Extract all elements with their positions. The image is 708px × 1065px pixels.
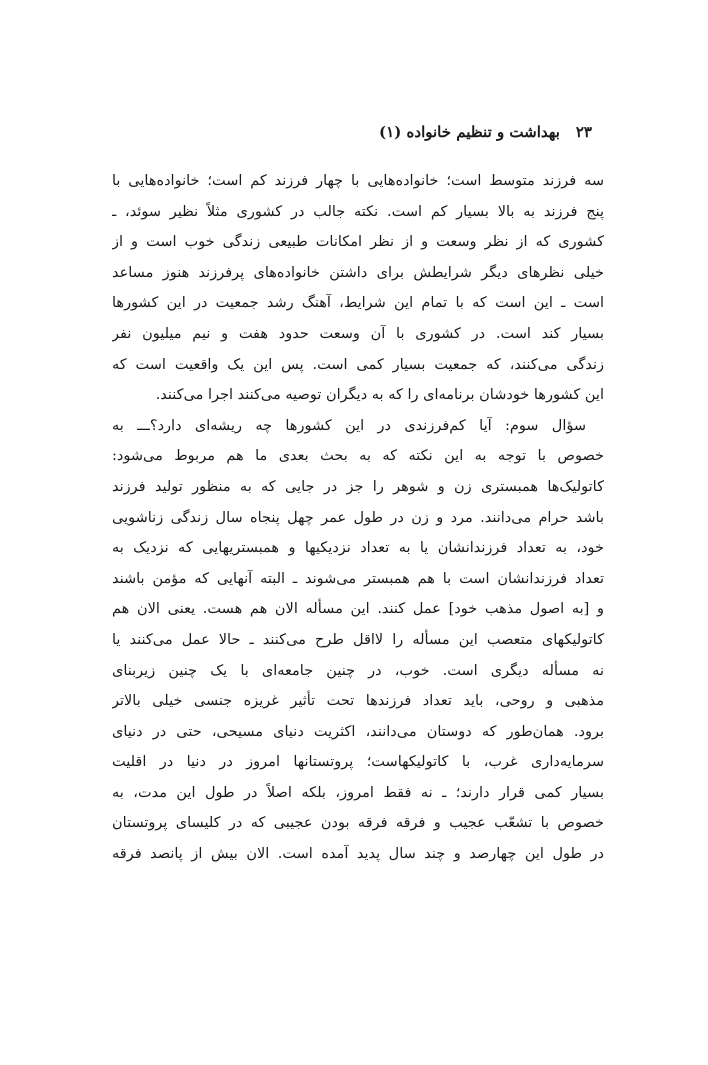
paragraph-1: [112, 166, 604, 411]
text-line: بسیار کند است. در کشوری با آن وسعت حدود هفت و نیم میلیون نفر: [112, 325, 604, 342]
text-line: سرمایه‌داری غرب، با کاتولیکهاست؛ پروتستانها امروز در دنیا در اقلیت: [112, 754, 604, 771]
text-line: در طول این چهارصد و چند سال پدید آمده است. الان بیش از پانصد فرقه: [112, 846, 604, 863]
body-text: [112, 166, 604, 870]
text-line: و [به اصول مذهب خود] عمل کنند. این مسأله الان هم هست. یعنی الان هم: [112, 601, 604, 618]
text-line: باشد حرام می‌دانند. مرد و زن در طول عمر چهل پنجاه سال زندگی زناشویی: [112, 509, 604, 526]
text-line: نه مسأله دیگری است. خوب، در چنین جامعه‌ای با یک چنین زیربنای: [112, 662, 604, 679]
text-line: کشوری که از نظر وسعت و از نظر امکانات طبیعی زندگی خوب است و از: [112, 234, 604, 251]
text-line: برود. همان‌طور که دوستان می‌دانند، اکثریت دنیای مسیحی، حتی در دنیای: [112, 723, 604, 740]
text-line: سؤال سوم: آیا کم‌فرزندی در این کشورها چه ریشه‌ای دارد؟ـــ به: [112, 417, 586, 434]
text-line: کاتولیکهای متعصب این مسأله را لااقل طرح می‌کنند ـ حالا عمل می‌کنند یا: [112, 631, 604, 648]
text-line: پنج فرزند به بالا بسیار کم است. نکته جالب در کشوری مثلاً نظیر سوئد، ـ: [112, 203, 604, 220]
text-line: سه فرزند متوسط است؛ خانواده‌هایی با چهار فرزند کم است؛ خانواده‌هایی با: [112, 173, 604, 189]
running-header: [112, 118, 604, 146]
text-line: بسیار کمی قرار دارند؛ ـ نه فقط امروز، بلکه اصلاً در طول این مدت، به: [112, 784, 604, 801]
text-line: خصوص با تشعّب عجیب و فرقه فرقه بودن عجیبی که در کلیسای پروتستان: [112, 815, 604, 832]
text-line: کاتولیک‌ها همبستری زن و شوهر را جز در جایی که به منظور تولید فرزند: [112, 478, 604, 495]
text-line: مذهبی و روحی، باید تعداد فرزندها تحت تأثیر غریزه جنسی خیلی بالاتر: [112, 693, 604, 710]
running-title: بهداشت و تنظیم خانواده (۱): [379, 123, 560, 141]
text-line: است ـ این است که با تمام این شرایط، آهنگ رشد جمعیت در این کشورها: [112, 295, 604, 312]
text-line: خود، به تعداد فرزندانشان یا به تعداد نزدیکیها و همبستریهایی که نزدیک به: [112, 540, 604, 557]
paragraph-2: [112, 411, 604, 870]
page-number: ۲۳: [575, 123, 592, 141]
text-line: تعداد فرزندانشان است با هم همبستر می‌شوند ـ البته آنهایی که مؤمن باشند: [112, 570, 604, 587]
text-line: زندگی می‌کنند، که جمعیت بسیار کمی است. پس این یک واقعیت است که: [112, 356, 604, 373]
text-line: خصوص با توجه به این نکته که به بحث بعدی ما هم مربوط می‌شود:: [112, 448, 604, 465]
text-line: این کشورها خودشان برنامه‌ای را که به دیگران توصیه می‌کنند اجرا می‌کنند.: [155, 387, 604, 404]
text-line: خیلی نظرهای دیگر شرایطش برای داشتن خانواده‌های پرفرزند هنوز مساعد: [112, 264, 604, 281]
